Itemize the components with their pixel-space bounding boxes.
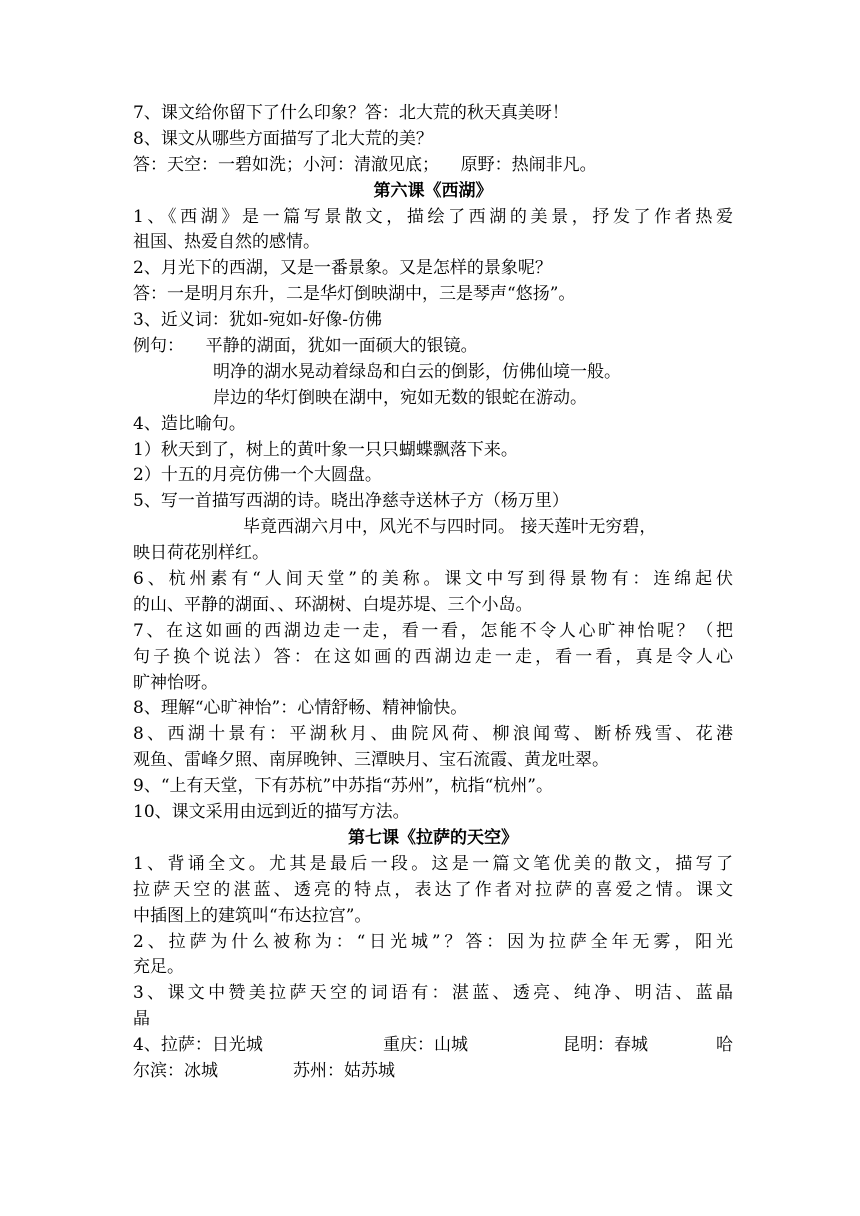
text-line: 中插图上的建筑叫“布达拉宫”。 xyxy=(133,905,372,926)
text-line: 8、课文从哪些方面描写了北大荒的美？ xyxy=(133,128,433,149)
text-line: 明净的湖水晃动着绿岛和白云的倒影，仿佛仙境一般。 xyxy=(213,361,621,382)
text-line: 晶 xyxy=(133,1009,150,1030)
text-line: 7、课文给你留下了什么印象？答：北大荒的秋天真美呀！ xyxy=(133,103,569,123)
text-line: 旷神怡呀。 xyxy=(133,672,218,693)
text-line: 答：天空：一碧如洗；小河：清澈见底； 原野：热闹非凡。 xyxy=(133,154,597,175)
text-line: 5、写一首描写西湖的诗。晓出净慈寺送林子方（杨万里） xyxy=(133,491,569,512)
text-line: 8、西湖十景有：平湖秋月、曲院风荷、柳浪闻莺、断桥残雪、花港 xyxy=(133,724,733,745)
text-line: 2、拉萨为什么被称为：“日光城”？答：因为拉萨全年无雾，阳光 xyxy=(133,931,733,952)
text-line: 2）十五的月亮仿佛一个大圆盘。 xyxy=(133,465,382,486)
text-line: 3、近义词：犹如-宛如-好像-仿佛 xyxy=(133,310,383,331)
text-line: 9、“上有天堂，下有苏杭”中苏指“苏州”，杭指“杭州”。 xyxy=(133,776,553,797)
text-line: 的山、平静的湖面、、环湖树、白堤苏堤、三个小岛。 xyxy=(133,594,533,615)
text-line: 句子换个说法）答：在这如画的西湖边走一走，看一看，真是令人心 xyxy=(133,646,733,667)
text-line: 1）秋天到了，树上的黄叶象一只只蝴蝶飘落下来。 xyxy=(133,439,518,460)
text-line: 祖国、热爱自然的感情。 xyxy=(133,232,320,253)
text-line: 8、理解“心旷神怡”：心情舒畅、精神愉快。 xyxy=(133,698,468,719)
city-nicknames-row xyxy=(133,1033,733,1059)
text-line: 毕竟西湖六月中，风光不与四时同。 接天莲叶无穷碧， xyxy=(243,517,657,538)
city-harbin-start: 哈 xyxy=(716,1035,733,1056)
text-line: 岸边的华灯倒映在湖中，宛如无数的银蛇在游动。 xyxy=(213,387,587,408)
city-chongqing: 重庆：山城 xyxy=(383,1035,468,1056)
text-line: 观鱼、雷峰夕照、南屏晚钟、三潭映月、宝石流霞、黄龙吐翠。 xyxy=(133,750,609,771)
text-line: 答：一是明月东升，二是华灯倒映湖中，三是琴声“悠扬”。 xyxy=(133,284,576,305)
text-line: 10、课文采用由远到近的描写方法。 xyxy=(133,802,410,823)
text-line: 例句： 平静的湖面，犹如一面硕大的银镜。 xyxy=(133,336,478,357)
text-line: 2、月光下的西湖，又是一番景象。又是怎样的景象呢？ xyxy=(133,258,552,279)
city-lhasa: 4、拉萨：日光城 xyxy=(133,1035,263,1056)
text-line: 3、课文中赞美拉萨天空的词语有：湛蓝、透亮、纯净、明洁、蓝晶 xyxy=(133,983,733,1004)
text-line: 1、背诵全文。尤其是最后一段。这是一篇文笔优美的散文，描写了 xyxy=(133,853,733,874)
document-page xyxy=(133,101,733,1085)
text-line: 拉萨天空的湛蓝、透亮的特点，表达了作者对拉萨的喜爱之情。课文 xyxy=(133,879,733,900)
lesson-6-title: 第六课《西湖》 xyxy=(373,180,493,201)
city-harbin-end: 尔滨：冰城 xyxy=(133,1060,218,1081)
city-kunming: 昆明：春城 xyxy=(563,1035,648,1056)
text-line: 1、《西湖》是一篇写景散文，描绘了西湖的美景，抒发了作者热爱 xyxy=(133,206,733,227)
city-suzhou: 苏州：姑苏城 xyxy=(293,1060,395,1081)
text-line: 7、在这如画的西湖边走一走，看一看，怎能不令人心旷神怡呢？（把 xyxy=(133,620,733,641)
city-nicknames-row-2 xyxy=(133,1059,733,1085)
text-line: 映日荷花别样红。 xyxy=(133,543,269,564)
text-line: 4、造比喻句。 xyxy=(133,413,246,434)
text-line: 充足。 xyxy=(133,957,184,978)
text-line: 6、杭州素有“人间天堂”的美称。课文中写到得景物有：连绵起伏 xyxy=(133,569,733,590)
lesson-7-title: 第七课《拉萨的天空》 xyxy=(348,827,518,848)
